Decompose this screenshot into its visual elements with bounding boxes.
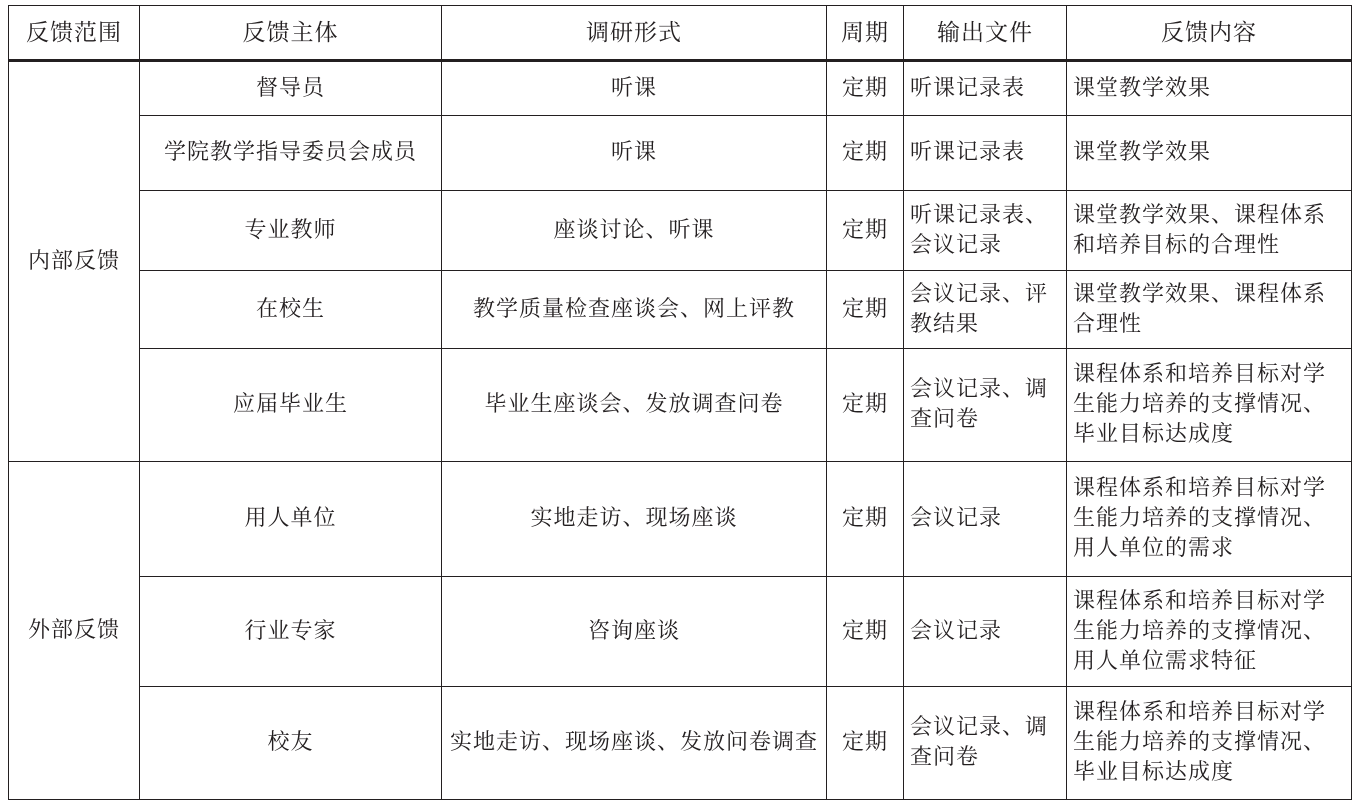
feedback-table: [8, 5, 1352, 800]
output-cell: 会议记录、调查问卷: [904, 687, 1067, 800]
header-subject: 反馈主体: [140, 6, 442, 61]
output-cell: 听课记录表: [904, 61, 1067, 116]
subject-cell: 应届毕业生: [140, 349, 442, 462]
method-cell: 实地走访、现场座谈、发放问卷调查: [442, 687, 827, 800]
method-cell: 实地走访、现场座谈: [442, 462, 827, 577]
scope-cell-internal: 内部反馈: [9, 61, 140, 462]
period-cell: 定期: [827, 61, 904, 116]
table-row: [9, 271, 1352, 349]
content-cell: 课堂教学效果: [1067, 116, 1352, 191]
period-cell: 定期: [827, 191, 904, 271]
period-cell: 定期: [827, 271, 904, 349]
period-cell: 定期: [827, 116, 904, 191]
method-cell: 教学质量检查座谈会、网上评教: [442, 271, 827, 349]
output-cell: 会议记录: [904, 577, 1067, 687]
content-cell: 课程体系和培养目标对学生能力培养的支撑情况、用人单位需求特征: [1067, 577, 1352, 687]
period-cell: 定期: [827, 687, 904, 800]
table-row: [9, 687, 1352, 800]
subject-cell: 学院教学指导委员会成员: [140, 116, 442, 191]
subject-cell: 在校生: [140, 271, 442, 349]
output-cell: 会议记录、调查问卷: [904, 349, 1067, 462]
method-cell: 听课: [442, 116, 827, 191]
table-row: [9, 116, 1352, 191]
content-cell: 课程体系和培养目标对学生能力培养的支撑情况、用人单位的需求: [1067, 462, 1352, 577]
subject-cell: 督导员: [140, 61, 442, 116]
output-cell: 会议记录: [904, 462, 1067, 577]
table-row: [9, 462, 1352, 577]
output-cell: 听课记录表、会议记录: [904, 191, 1067, 271]
table-row: [9, 349, 1352, 462]
content-cell: 课程体系和培养目标对学生能力培养的支撑情况、毕业目标达成度: [1067, 349, 1352, 462]
header-method: 调研形式: [442, 6, 827, 61]
method-cell: 座谈讨论、听课: [442, 191, 827, 271]
content-cell: 课堂教学效果、课程体系和培养目标的合理性: [1067, 191, 1352, 271]
output-cell: 会议记录、评教结果: [904, 271, 1067, 349]
subject-cell: 专业教师: [140, 191, 442, 271]
period-cell: 定期: [827, 349, 904, 462]
content-cell: 课堂教学效果: [1067, 61, 1352, 116]
method-cell: 毕业生座谈会、发放调查问卷: [442, 349, 827, 462]
header-row: [9, 6, 1352, 61]
content-cell: 课程体系和培养目标对学生能力培养的支撑情况、毕业目标达成度: [1067, 687, 1352, 800]
header-content: 反馈内容: [1067, 6, 1352, 61]
content-cell: 课堂教学效果、课程体系合理性: [1067, 271, 1352, 349]
subject-cell: 行业专家: [140, 577, 442, 687]
header-output: 输出文件: [904, 6, 1067, 61]
table-row: [9, 577, 1352, 687]
header-period: 周期: [827, 6, 904, 61]
period-cell: 定期: [827, 462, 904, 577]
subject-cell: 校友: [140, 687, 442, 800]
period-cell: 定期: [827, 577, 904, 687]
scope-cell-external: 外部反馈: [9, 462, 140, 800]
table-row: [9, 191, 1352, 271]
subject-cell: 用人单位: [140, 462, 442, 577]
output-cell: 听课记录表: [904, 116, 1067, 191]
header-scope: 反馈范围: [9, 6, 140, 61]
table-row: [9, 61, 1352, 116]
method-cell: 听课: [442, 61, 827, 116]
method-cell: 咨询座谈: [442, 577, 827, 687]
